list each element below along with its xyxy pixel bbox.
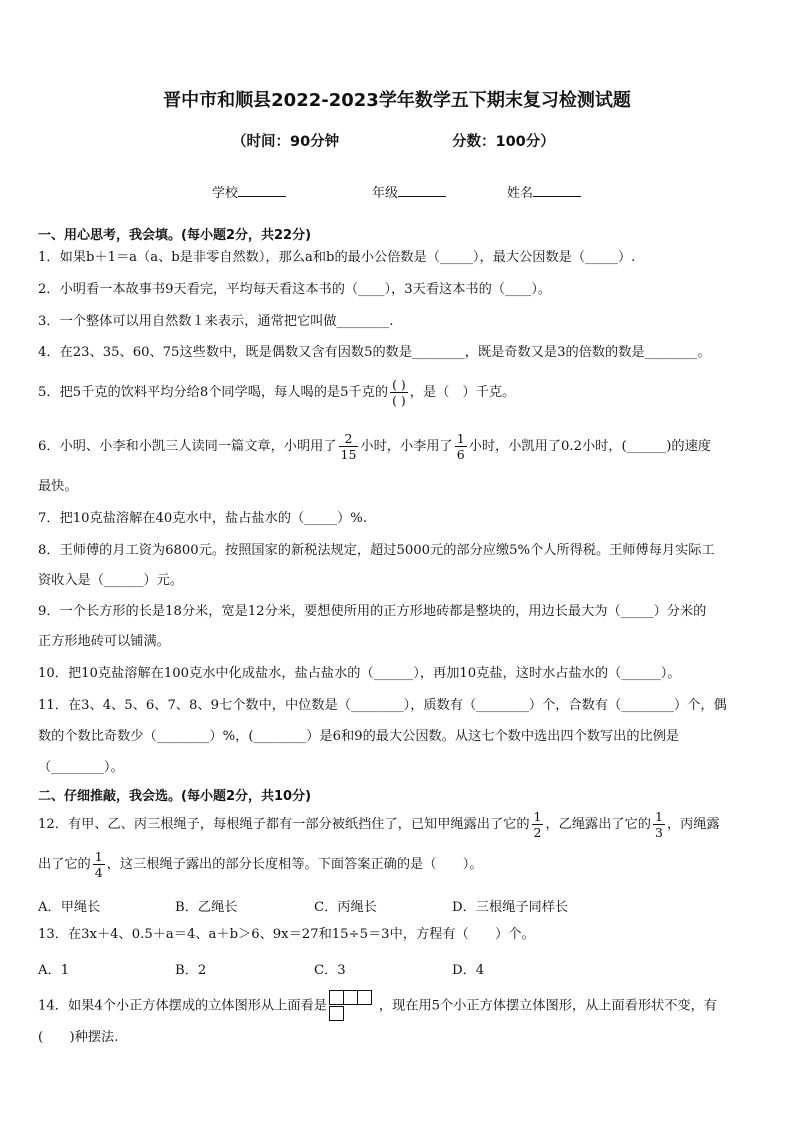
- question-8-cont: 资收入是（______）元。: [38, 573, 184, 588]
- question-5: 5．把5千克的饮料平均分给8个同学喝，每人喝的是5千克的 $\frac{( )}{( )}$ ，是（ ）千克。: [38, 377, 516, 408]
- exam-score: 分数：100分）: [452, 134, 555, 150]
- q13-option-c[interactable]: C．3: [314, 963, 346, 978]
- square-top-2: [357, 990, 372, 1005]
- section-2-heading: 二、仔细推敲，我会选。(每小题2分，共10分): [38, 789, 312, 804]
- page-title: 晋中市和顺县2022-2023学年数学五下期末复习检测试题: [163, 90, 631, 111]
- school-blank[interactable]: [238, 184, 286, 197]
- question-6-cont: 最快。: [38, 479, 78, 494]
- square-bottom-left: [329, 1006, 344, 1021]
- question-11: 11．在3、4、5、6、7、8、9七个数中，中位数是（________），质数有（________）个，合数有（________）个，偶: [38, 698, 727, 713]
- question-11-cont: 数的个数比奇数少（________）%，(________）是6和9的最大公因数。从这七个数中选出四个数写出的比例是: [38, 729, 680, 744]
- q6-fraction-2: $\frac{1}{6}$: [456, 431, 465, 462]
- q6-fraction-1: $\frac{2}{15}$: [340, 431, 357, 462]
- question-9-cont: 正方形地砖可以铺满。: [38, 634, 170, 649]
- top-view-squares-figure: [329, 990, 377, 1022]
- q13-option-d[interactable]: D．4: [452, 963, 485, 978]
- grade-field: 年级: [372, 182, 446, 201]
- q12-option-a[interactable]: A．甲绳长: [38, 900, 101, 915]
- square-top-1: [343, 990, 358, 1005]
- question-12-cont: 出了它的 $\frac{1}{4}$ ，这三根绳子露出的部分长度相等。下面答案正确的是（ ）。: [38, 849, 483, 880]
- grade-blank[interactable]: [398, 184, 446, 197]
- question-7: 7．把10克盐溶解在40克水中，盐占盐水的（_____）%.: [38, 511, 368, 526]
- question-8: 8．王师傅的月工资为6800元。按照国家的新税法规定，超过5000元的部分应缴5%个人所得税。王师傅每月实际工: [38, 543, 715, 558]
- question-14-cont: ( )种摆法.: [38, 1030, 119, 1045]
- name-blank[interactable]: [533, 184, 581, 197]
- q12-fraction-2: $\frac{1}{3}$: [654, 809, 663, 840]
- exam-time: （时间：90分钟: [232, 134, 340, 150]
- q5-fraction: $\frac{( )}{( )}$: [392, 377, 406, 408]
- q12-fraction-3: $\frac{1}{4}$: [94, 849, 103, 880]
- question-2: 2．小明看一本故事书9天看完，平均每天看这本书的（____），3天看这本书的（____）。: [38, 282, 552, 297]
- school-field: 学校: [212, 182, 286, 201]
- question-3: 3．一个整体可以用自然数１来表示，通常把它叫做________.: [38, 314, 394, 329]
- question-9: 9．一个长方形的长是18分米，宽是12分米，要想使所用的正方形地砖都是整块的，用边长最大为（_____）分米的: [38, 604, 707, 619]
- question-1: 1．如果b＋1＝a（a、b是非零自然数），那么a和b的最小公倍数是（_____），最大公因数是（_____）.: [38, 250, 636, 265]
- question-11-cont-2: （________）。: [38, 760, 124, 775]
- question-4: 4．在23、35、60、75这些数中，既是偶数又含有因数5的数是________，既是奇数又是3的倍数的数是________。: [38, 345, 711, 360]
- section-1-heading: 一、用心思考，我会填。(每小题2分，共22分): [38, 228, 312, 243]
- q12-option-c[interactable]: C．丙绳长: [314, 900, 377, 915]
- question-10: 10．把10克盐溶解在100克水中化成盐水，盐占盐水的（______），再加10克盐，这时水占盐水的（______）。: [38, 666, 681, 681]
- name-field: 姓名: [507, 182, 581, 201]
- question-14: 14．如果4个小正方体摆成的立体图形从上面看是 ，现在用5个小正方体摆立体图形，从上面看形状不变，有: [38, 990, 760, 1022]
- question-13: 13．在3x＋4、0.5＋a＝4、a＋b＞6、9x＝27和15÷5＝3中，方程有（ ）个。: [38, 927, 535, 942]
- square-top-0: [329, 990, 344, 1005]
- question-12: 12．有甲、乙、丙三根绳子，每根绳子都有一部分被纸挡住了，已知甲绳露出了它的 $\frac{1}{2}$ ，乙绳露出了它的 $\frac{1}{3}$ ，丙绳露: [38, 809, 720, 840]
- question-6: 6．小明、小李和小凯三人读同一篇文章，小明用了 $\frac{2}{15}$ 小时，小李用了 $\frac{1}{6}$ 小时，小凯用了0.2小时，(______)的速度: [38, 431, 711, 462]
- q12-option-b[interactable]: B．乙绳长: [175, 900, 238, 915]
- q13-option-b[interactable]: B．2: [175, 963, 207, 978]
- q13-option-a[interactable]: A．1: [38, 963, 70, 978]
- q12-option-d[interactable]: D．三根绳子同样长: [452, 900, 569, 915]
- q12-fraction-1: $\frac{1}{2}$: [533, 809, 542, 840]
